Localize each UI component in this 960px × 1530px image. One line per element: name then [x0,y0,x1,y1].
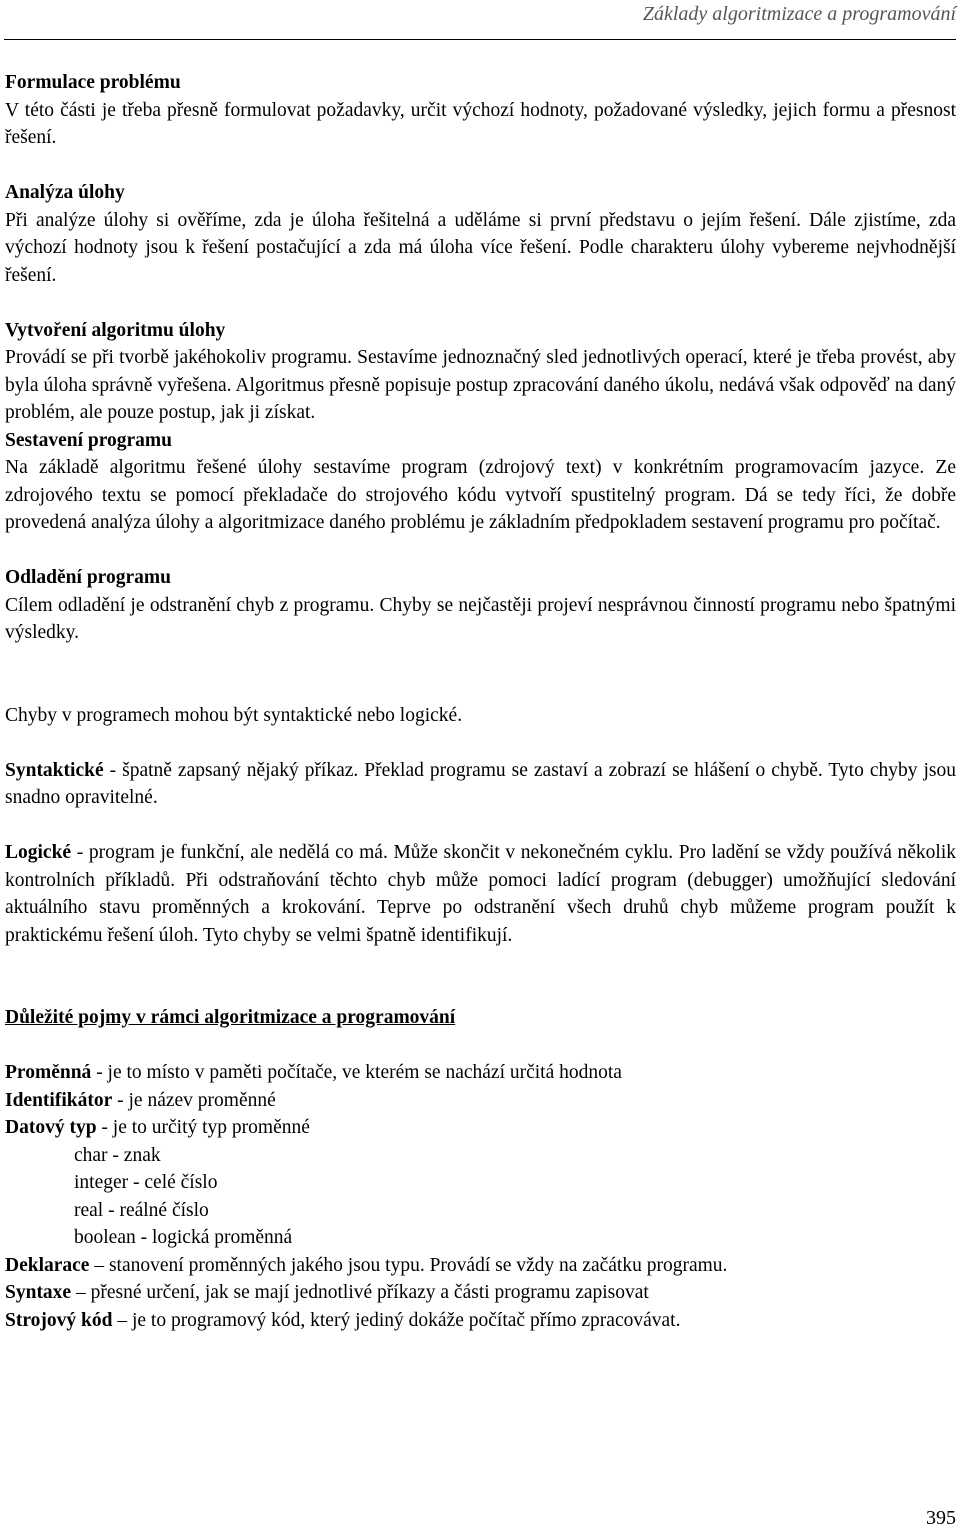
page-content [5,69,956,1334]
concept-term: Strojový kód [5,1309,113,1331]
section-heading: Formulace problému [5,72,181,93]
concept-definition: - je to místo v paměti počítače, ve kterém se nachází určitá hodnota [91,1062,622,1083]
section-body: Provádí se při tvorbě jakéhokoliv programu. Sestavíme jednoznačný sled jednotlivých operací, které je třeba provést, aby byla úloha správně vyřešena. Algoritmus přesně popisuje postup zpracování daného úkolu, nedává však odpověď na daný problém, ale pouze postup, jak ji získat. [5,347,956,423]
datatype-item: real - reálné číslo [74,1199,209,1221]
section-body: Při analýze úlohy si ověříme, zda je úloha řešitelná a uděláme si první představu o jejím řešení. Dále zjistíme, zda výchozí hodnoty jsou k řešení postačující a zda má úloha více řešení. Podle charakteru úlohy vybereme nejvhodnější řešení. [5,209,956,286]
syntax-errors-paragraph [5,757,956,812]
concept-definition: - je název proměnné [112,1089,276,1111]
running-header: Základy algoritmizace a programování [642,3,956,25]
section-body: Na základě algoritmu řešené úlohy sestavíme program (zdrojový text) v konkrétním programovacím jazyce. Ze zdrojového textu se pomocí překladače do strojového kódu vytvoří spustitelný program. Dá se tedy říci, že dobře provedená analýza úlohy a algoritmizace daného problému je základním předpokladem sestavení programu pro počítač. [5,457,956,533]
concept-term: Deklarace [5,1254,90,1276]
spacer [5,152,956,180]
syntax-errors-body: - špatně zapsaný nějaký příkaz. Překlad programu se zastaví a zobrazí se hlášení o chybě. Tyto chyby jsou snadno opravitelné. [5,759,956,808]
syntax-errors-term: Syntaktické [5,759,104,781]
concept-datatype [5,1114,956,1142]
section-heading: Odladění programu [5,567,171,588]
section-heading: Analýza úlohy [5,182,125,203]
concepts-heading: Důležité pojmy v rámci algoritmizace a programování [5,1007,456,1028]
section-body: Cílem odladění je odstranění chyb z programu. Chyby se nejčastěji projeví nesprávnou činností programu nebo špatnými výsledky. [5,594,956,643]
spacer [5,1032,956,1060]
concept-definition: – je to programový kód, který jediný dokáže počítač přímo zpracovávat. [112,1309,681,1331]
concept-term: Syntaxe [5,1282,72,1303]
concept-identifier [5,1087,956,1115]
concept-variable [5,1059,956,1087]
spacer [5,812,956,840]
logic-errors-body: - program je funkční, ale nedělá co má. Může skončit v nekonečném cyklu. Pro ladění se vždy používá několik kontrolních příkladů. Při odstraňování těchto chyb může pomoci ladící program (debugger) umožňující sledování aktuálního stavu proměnných a krokování. Teprve po odstranění všech druhů chyb můžeme program použít k praktickému řešení úloh. Tyto chyby se velmi špatně identifikují. [5,842,956,946]
header-rule [4,39,956,40]
section-sestaveni [5,427,956,537]
concept-syntax [5,1279,956,1307]
concept-definition: - je to určitý typ proměnné [96,1117,310,1138]
section-odladeni [5,564,956,647]
datatype-item: integer - celé číslo [74,1172,218,1193]
section-formulace [5,69,956,152]
concept-term: Datový typ [5,1117,97,1138]
spacer [5,289,956,317]
section-vytvoreni [5,317,956,427]
errors-intro: Chyby v programech mohou být syntaktické nebo logické. [5,704,463,726]
concept-definition: – stanovení proměnných jakého jsou typu. Provádí se vždy na začátku programu. [89,1254,728,1276]
concept-definition: – přesné určení, jak se mají jednotlivé příkazy a části programu zapisovat [71,1282,649,1303]
spacer [5,537,956,565]
concept-declaration [5,1252,956,1280]
section-analyza [5,179,956,289]
page-number: 395 [926,1507,956,1529]
spacer [5,729,956,757]
section-heading: Vytvoření algoritmu úlohy [5,319,226,341]
concept-term: Proměnná [5,1062,92,1083]
concept-machine-code [5,1307,956,1335]
concepts-list [5,1059,956,1334]
section-heading: Sestavení programu [5,429,173,451]
section-body: V této části je třeba přesně formulovat požadavky, určit výchozí hodnoty, požadované výsledky, jejich formu a přesnost řešení. [5,99,956,148]
spacer [5,949,956,1004]
datatype-item: boolean - logická proměnná [74,1227,293,1248]
logic-errors-paragraph [5,839,956,949]
concept-term: Identifikátor [5,1089,113,1111]
spacer [5,647,956,702]
logic-errors-term: Logické [5,842,72,863]
datatype-item: char - znak [74,1144,161,1166]
